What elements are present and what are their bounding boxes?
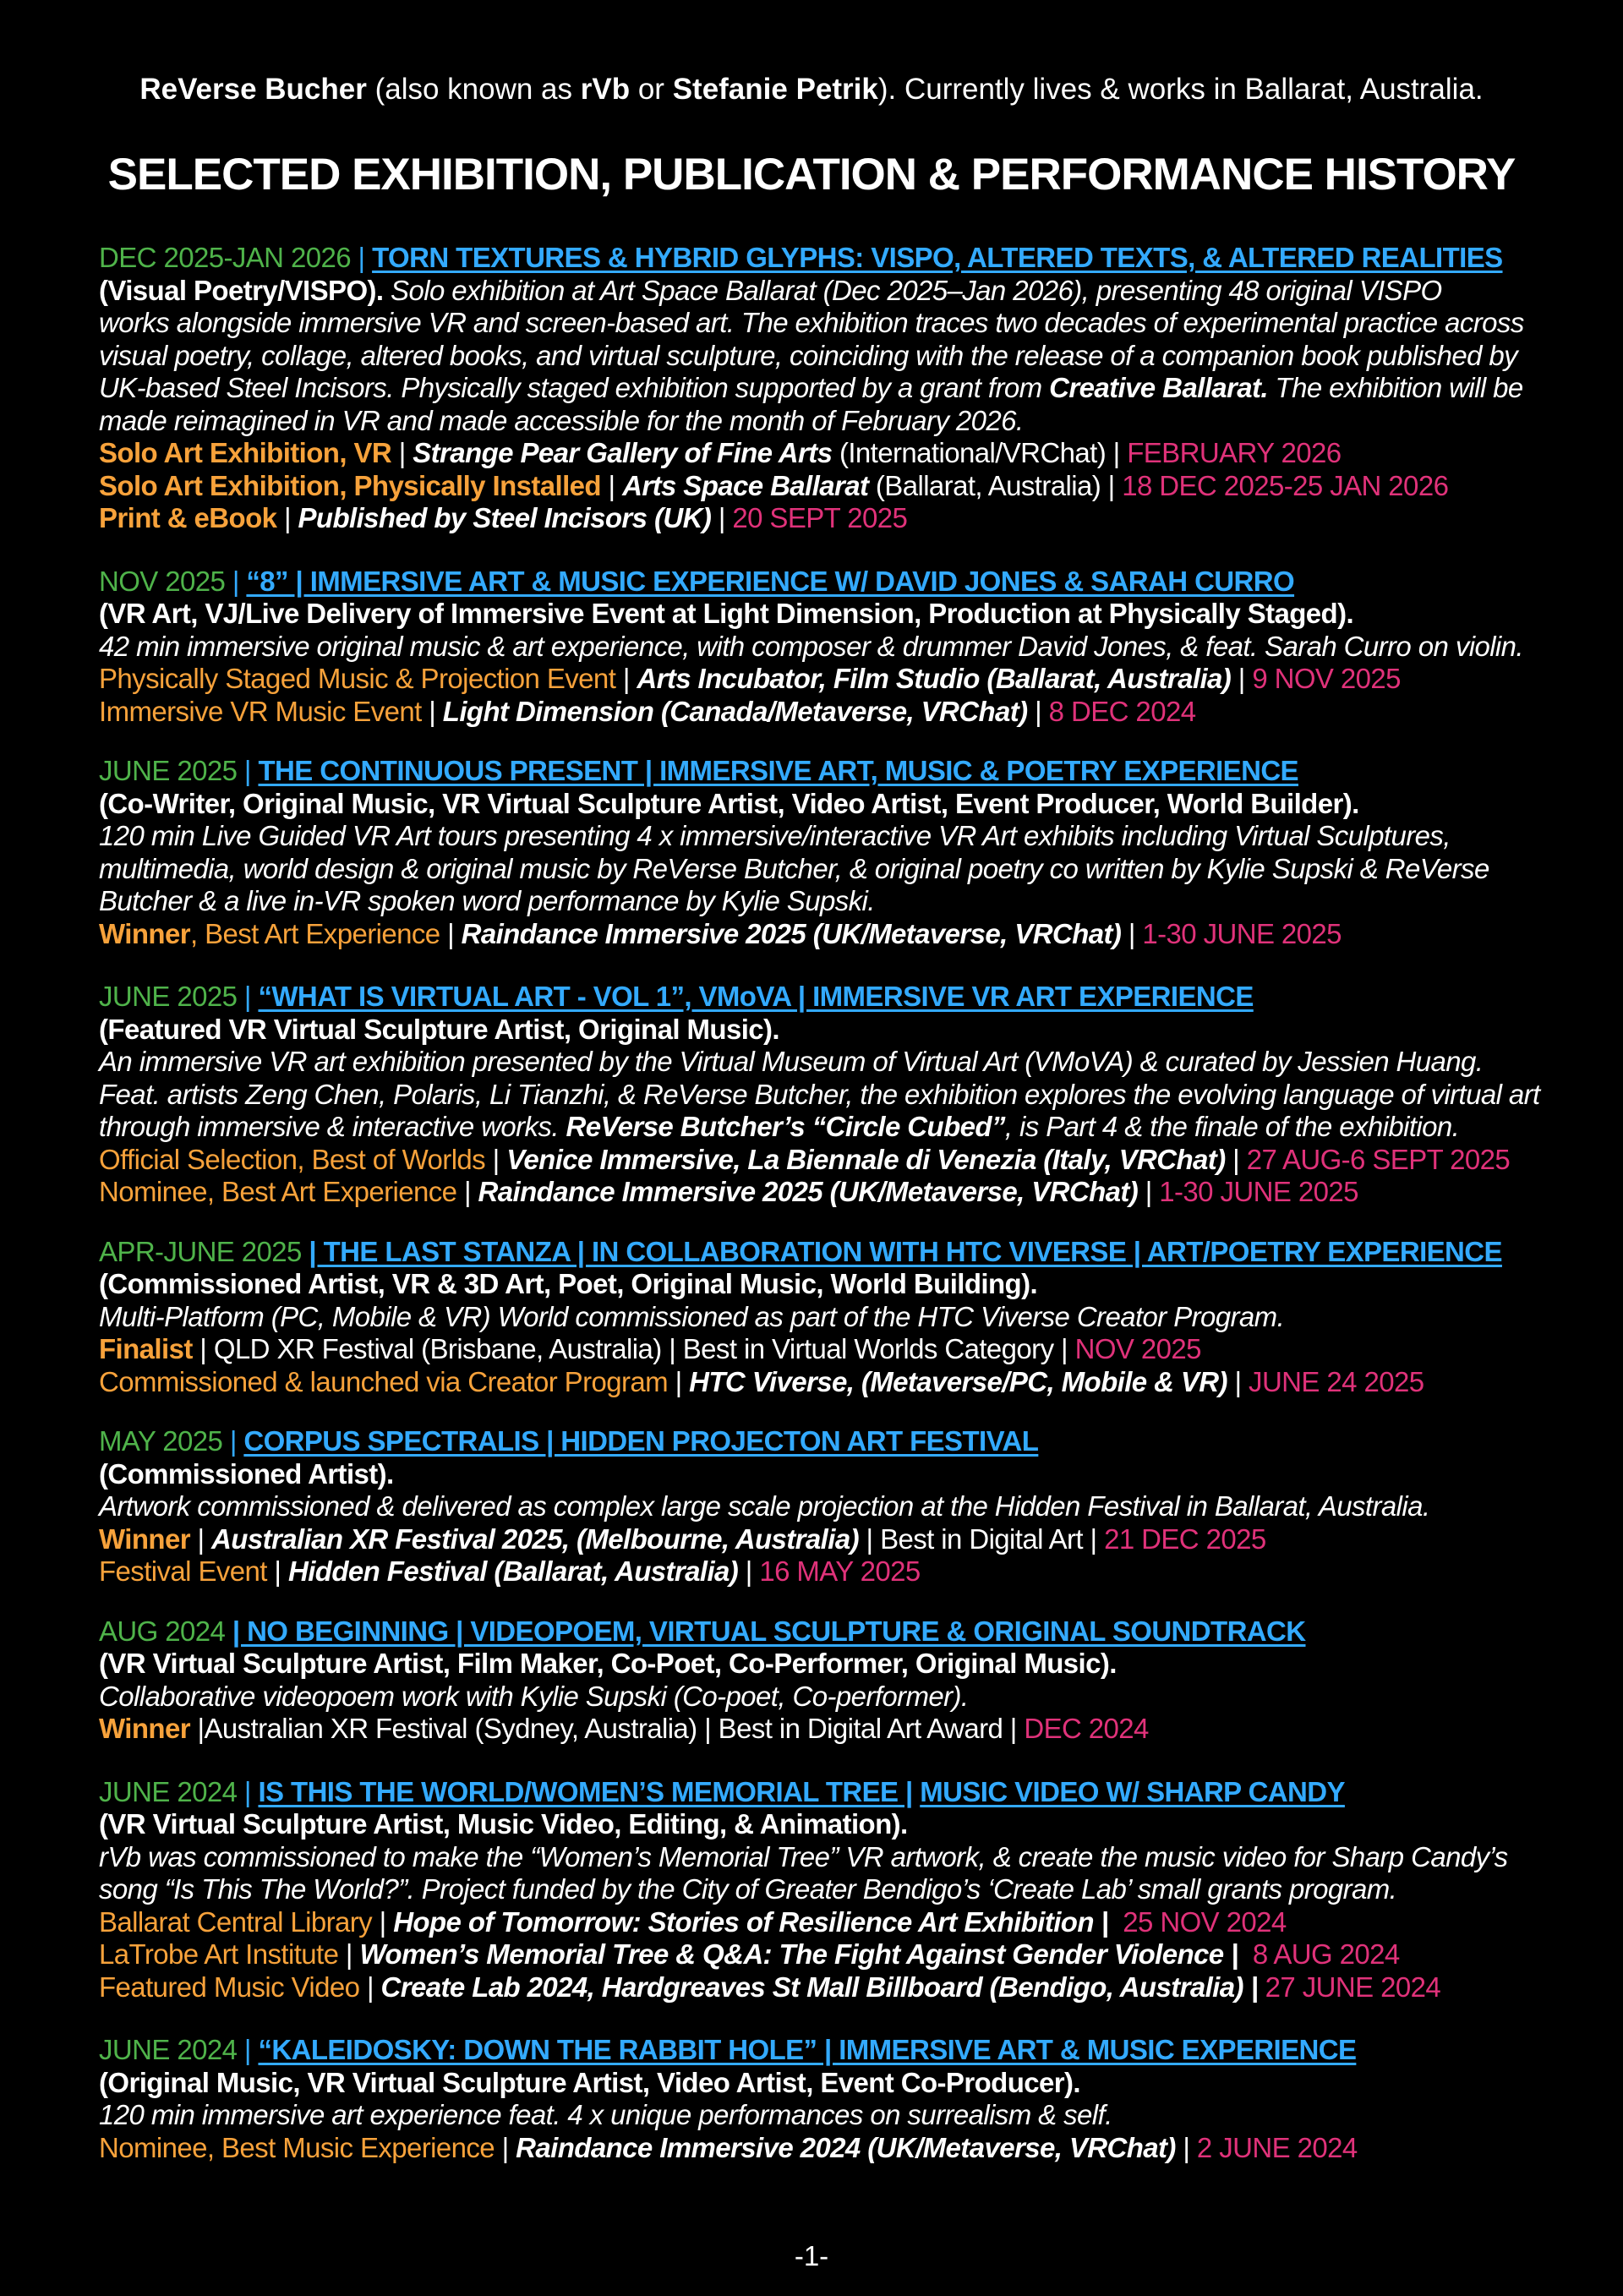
history-entry [99, 1615, 1572, 1746]
entry-title-link[interactable]: TORN TEXTURES & HYBRID GLYPHS: VISPO, ALTERED TEXTS, & ALTERED REALITIES [372, 242, 1503, 273]
entry-title-link-2[interactable]: MUSIC VIDEO W/ SHARP CANDY [920, 1775, 1345, 1807]
history-entry: DEC 2025-JAN 2026 | TORN TEXTURES & HYBRID GLYPHS: VISPO, ALTERED TEXTS, & ALTERED REALITIES (Visual Poetry/VISPO). Solo exhibition at Art Space Ballarat (Dec 2025–Jan 2026), presenting 48 original VISPO works alongside immersive VR and screen-based art. The exhibition traces two decades of experimental practice across visual poetry, collage, altered books, and virtual sculpture, coinciding with the release of a companion book published by UK-based Steel Incisors. Physically staged exhibition supported by a grant from Creative Ballarat. The exhibition will be made reimagined in VR and made accessible for the month of February 2026. Solo Art Exhibition, VR | Strange Pear Gallery of Fine Arts (International/VRChat) | FEBRUARY 2026 Solo Art Exhibition, Physically Installed | Arts Space Ballarat (Ballarat, Australia) | 18 DEC 2025-25 JAN 2026 Print & eBook | Published by Steel Incisors (UK) | 20 SEPT 2025 [99, 242, 1572, 535]
history-entry: JUNE 2024 | IS THIS THE WORLD/WOMEN’S MEMORIAL TREE | MUSIC VIDEO W/ SHARP CANDY (VR Virtual Sculpture Artist, Music Video, Editing, & Animation). rVb was commissioned to make the “Women’s Memorial Tree” VR artwork, & create the music video for Sharp Candy’s song “Is This The World?”. Project funded by the City of Greater Bendigo’s ‘Create Lab’ small grants program. Ballarat Central Library | Hope of Tomorrow: Stories of Resilience Art Exhibition | 25 NOV 2024 LaTrobe Art Institute | Women’s Memorial Tree & Q&A: The Fight Against Gender Violence | 8 AUG 2024 Featured Music Video | Create Lab 2024, Hardgreaves St Mall Billboard (Bendigo, Australia) | 27 JUNE 2024 [99, 1776, 1572, 2004]
alias-name: Stefanie Petrik [672, 73, 878, 106]
entry-record: Finalist | QLD XR Festival (Brisbane, Australia) | Best in Virtual Worlds Category | NOV 2025 [99, 1333, 1201, 1364]
entry-record: Commissioned & launched via Creator Program | HTC Viverse, (Metaverse/PC, Mobile & VR) | JUNE 24 2025 [99, 1365, 1424, 1397]
entry-record: Nominee, Best Music Experience | Raindance Immersive 2024 (UK/Metaverse, VRChat) | 2 JUNE 2024 [99, 2131, 1358, 2163]
entry-description: 120 min immersive art experience feat. 4 x unique performances on surrealism & self. [99, 2099, 1112, 2130]
entry-record: Festival Event | Hidden Festival (Ballarat, Australia) | 16 MAY 2025 [99, 1555, 921, 1587]
entry-title-link[interactable]: IS THIS THE WORLD/WOMEN’S MEMORIAL TREE | [258, 1775, 913, 1807]
history-entry: JUNE 2025 | THE CONTINUOUS PRESENT | IMMERSIVE ART, MUSIC & POETRY EXPERIENCE (Co-Writer, Original Music, VR Virtual Sculpture Artist, Video Artist, Event Producer, World Builder). 120 min Live Guided VR Art tours presenting 4 x immersive/interactive VR Art exhibits including Virtual Sculptures, multimedia, world design & original music by ReVerse Butcher, & original poetry co written by Kylie Supski & ReVerse Butcher & a live in-VR spoken word performance by Kylie Supski. Winner, Best Art Experience | Raindance Immersive 2025 (UK/Metaverse, VRChat) | 1-30 JUNE 2025 [99, 755, 1572, 950]
entry-description: song “Is This The World?”. Project funded by the City of Greater Bendigo’s ‘Create Lab’ small grants program. [99, 1873, 1397, 1905]
entry-date: MAY 2025 [99, 1425, 223, 1457]
entry-role: (Commissioned Artist, VR & 3D Art, Poet, Original Music, World Building). [99, 1268, 1038, 1299]
intro-line: ReVerse Bucher (also known as rVb or Stefanie Petrik). Currently lives & works in Ballarat, Australia. [139, 73, 1484, 106]
entry-description: rVb was commissioned to make the “Women’s Memorial Tree” VR artwork, & create the music video for Sharp Candy’s [99, 1840, 1508, 1872]
entry-title-link[interactable]: “WHAT IS VIRTUAL ART - VOL 1”, VMoVA | IMMERSIVE VR ART EXPERIENCE [258, 981, 1254, 1012]
entry-role: (Commissioned Artist). [99, 1457, 394, 1490]
history-entry: NOV 2025 | “8” | IMMERSIVE ART & MUSIC EXPERIENCE W/ DAVID JONES & SARAH CURRO (VR Art, VJ/Live Delivery of Immersive Event at Light Dimension, Production at Physically Staged). 42 min immersive original music & art experience, with composer & drummer David Jones, & feat. Sarah Curro on violin. Physically Staged Music & Projection Event | Arts Incubator, Film Studio (Ballarat, Australia) | 9 NOV 2025 Immersive VR Music Event | Light Dimension (Canada/Metaverse, VRChat) | 8 DEC 2024 [99, 566, 1572, 729]
entry-date: AUG 2024 [99, 1615, 226, 1647]
page-number: -1- [794, 2240, 829, 2271]
entry-description: multimedia, world design & original music by ReVerse Butcher, & original poetry co written by Kylie Supski & ReVerse [99, 852, 1489, 884]
entry-record: LaTrobe Art Institute | Women’s Memorial Tree & Q&A: The Fight Against Gender Violence | 8 AUG 2024 [99, 1938, 1400, 1970]
entry-description: Feat. artists Zeng Chen, Polaris, Li Tianzhi, & ReVerse Butcher, the exhibition explores the evolving language of virtual art [99, 1078, 1540, 1110]
entry-role: (VR Virtual Sculpture Artist, Music Video, Editing, & Animation). [99, 1808, 908, 1840]
entry-title-link[interactable]: | NO BEGINNING | VIDEOPOEM, VIRTUAL SCULPTURE & ORIGINAL SOUNDTRACK [232, 1615, 1306, 1647]
page-title: SELECTED EXHIBITION, PUBLICATION & PERFORMANCE HISTORY [107, 150, 1516, 200]
entry-role: (VR Virtual Sculpture Artist, Film Maker, Co-Poet, Co-Performer, Original Music). [99, 1648, 1117, 1679]
entry-date: JUNE 2024 [99, 2034, 238, 2065]
entry-record: Winner, Best Art Experience | Raindance Immersive 2025 (UK/Metaverse, VRChat) | 1-30 JUNE 2025 [99, 917, 1342, 949]
entry-description: made reimagined in VR and made accessible for the month of February 2026. [99, 404, 1024, 436]
entry-title-link[interactable]: “8” | IMMERSIVE ART & MUSIC EXPERIENCE W/ DAVID JONES & SARAH CURRO [246, 565, 1295, 597]
entry-role: (VR Art, VJ/Live Delivery of Immersive Event at Light Dimension, Production at Physically Staged). [99, 598, 1354, 629]
entry-description: Butcher & a live in-VR spoken word performance by Kylie Supski. [99, 885, 875, 916]
entry-record: Solo Art Exhibition, VR | Strange Pear Gallery of Fine Arts (International/VRChat) | FEBRUARY 2026 [99, 437, 1342, 468]
entry-date: DEC 2025-JAN 2026 [99, 242, 351, 273]
entry-date: JUNE 2024 [99, 1775, 238, 1807]
entry-title-link[interactable]: THE CONTINUOUS PRESENT | IMMERSIVE ART, MUSIC & POETRY EXPERIENCE [258, 755, 1298, 786]
entry-date: JUNE 2025 [99, 755, 238, 786]
entry-record: Solo Art Exhibition, Physically Installed | Arts Space Ballarat (Ballarat, Australia) | 18 DEC 2025-25 JAN 2026 [99, 469, 1449, 501]
entry-record: Winner | Australian XR Festival 2025, (Melbourne, Australia) | Best in Digital Art | 21 DEC 2025 [99, 1522, 1266, 1555]
entry-record: Winner |Australian XR Festival (Sydney, Australia) | Best in Digital Art Award | DEC 2024 [99, 1713, 1149, 1744]
entry-date: APR-JUNE 2025 [99, 1235, 302, 1267]
history-entry [99, 1236, 1572, 1399]
alias-rvb: rVb [580, 73, 631, 106]
history-list [99, 242, 1572, 2195]
entry-description: An immersive VR art exhibition presented by the Virtual Museum of Virtual Art (VMoVA) & curated by Jessien Huang. [99, 1046, 1484, 1077]
entry-description: 120 min Live Guided VR Art tours presenting 4 x immersive/interactive VR Art exhibits including Virtual Sculptures, [99, 820, 1451, 851]
entry-description: Collaborative videopoem work with Kylie Supski (Co-poet, Co-performer). [99, 1680, 969, 1712]
entry-record: Physically Staged Music & Projection Event | Arts Incubator, Film Studio (Ballarat, Australia) | 9 NOV 2025 [99, 663, 1401, 694]
entry-description: Artwork commissioned & delivered as complex large scale projection at the Hidden Festival in Ballarat, Australia. [99, 1490, 1430, 1522]
entry-title-link[interactable]: CORPUS SPECTRALIS | HIDDEN PROJECTON ART FESTIVAL [243, 1425, 1039, 1457]
entry-role: (Visual Poetry/VISPO). [99, 274, 384, 306]
entry-record: Nominee, Best Art Experience | Raindance Immersive 2025 (UK/Metaverse, VRChat) | 1-30 JUNE 2025 [99, 1176, 1358, 1207]
artist-name: ReVerse Bucher [139, 73, 367, 106]
entry-record: Ballarat Central Library | Hope of Tomorrow: Stories of Resilience Art Exhibition | 25 NOV 2024 [99, 1905, 1287, 1938]
entry-record: Immersive VR Music Event | Light Dimension (Canada/Metaverse, VRChat) | 8 DEC 2024 [99, 695, 1196, 727]
entry-title-link[interactable]: “KALEIDOSKY: DOWN THE RABBIT HOLE” | IMMERSIVE ART & MUSIC EXPERIENCE [258, 2034, 1357, 2065]
entry-description: Multi-Platform (PC, Mobile & VR) World commissioned as part of the HTC Viverse Creator Program. [99, 1300, 1285, 1332]
entry-description: visual poetry, collage, altered books, and virtual sculpture, coinciding with the release of a companion book published by [99, 339, 1518, 371]
entry-record: Featured Music Video | Create Lab 2024, Hardgreaves St Mall Billboard (Bendigo, Australia) | 27 JUNE 2024 [99, 1971, 1441, 2003]
entry-description: works alongside immersive VR and screen-based art. The exhibition traces two decades of experimental practice across [99, 307, 1524, 338]
entry-role: (Co-Writer, Original Music, VR Virtual Sculpture Artist, Video Artist, Event Producer, World Builder). [99, 787, 1359, 819]
entry-date: JUNE 2025 [99, 981, 238, 1012]
entry-date: NOV 2025 [99, 565, 226, 597]
entry-description: 42 min immersive original music & art experience, with composer & drummer David Jones, & feat. Sarah Curro on violin. [99, 630, 1523, 662]
entry-role: (Original Music, VR Virtual Sculpture Artist, Video Artist, Event Co-Producer). [99, 2066, 1080, 2098]
entry-title-link[interactable]: | THE LAST STANZA | IN COLLABORATION WITH HTC VIVERSE | ART/POETRY EXPERIENCE [309, 1235, 1502, 1267]
history-entry: MAY 2025 | CORPUS SPECTRALIS | HIDDEN PROJECTON ART FESTIVAL (Commissioned Artist). Artwork commissioned & delivered as complex large scale projection at the Hidden Festival in Ballarat, Australia. Winner | Australian XR Festival 2025, (Melbourne, Australia) | Best in Digital Art | 21 DEC 2025 Festival Event | Hidden Festival (Ballarat, Australia) | 16 MAY 2025 [99, 1425, 1572, 1588]
entry-record: Official Selection, Best of Worlds | Venice Immersive, La Biennale di Venezia (Italy, VRChat) | 27 AUG-6 SEPT 2025 [99, 1143, 1511, 1175]
history-entry: JUNE 2025 | “WHAT IS VIRTUAL ART - VOL 1”, VMoVA | IMMERSIVE VR ART EXPERIENCE (Featured VR Virtual Sculpture Artist, Original Music). An immersive VR art exhibition presented by the Virtual Museum of Virtual Art (VMoVA) & curated by Jessien Huang. Feat. artists Zeng Chen, Polaris, Li Tianzhi, & ReVerse Butcher, the exhibition explores the evolving language of virtual art through immersive & interactive works. ReVerse Butcher’s “Circle Cubed”, is Part 4 & the finale of the exhibition. Official Selection, Best of Worlds | Venice Immersive, La Biennale di Venezia (Italy, VRChat) | 27 AUG-6 SEPT 2025 Nominee, Best Art Experience | Raindance Immersive 2025 (UK/Metaverse, VRChat) | 1-30 JUNE 2025 [99, 981, 1572, 1209]
history-entry: JUNE 2024 | “KALEIDOSKY: DOWN THE RABBIT HOLE” | IMMERSIVE ART & MUSIC EXPERIENCE (Original Music, VR Virtual Sculpture Artist, Video Artist, Event Co-Producer). 120 min immersive art experience feat. 4 x unique performances on surrealism & self. Nominee, Best Music Experience | Raindance Immersive 2024 (UK/Metaverse, VRChat) | 2 JUNE 2024 [99, 2034, 1572, 2164]
entry-role: (Featured VR Virtual Sculpture Artist, Original Music). [99, 1013, 779, 1045]
entry-record: Print & eBook | Published by Steel Incisors (UK) | 20 SEPT 2025 [99, 502, 908, 533]
